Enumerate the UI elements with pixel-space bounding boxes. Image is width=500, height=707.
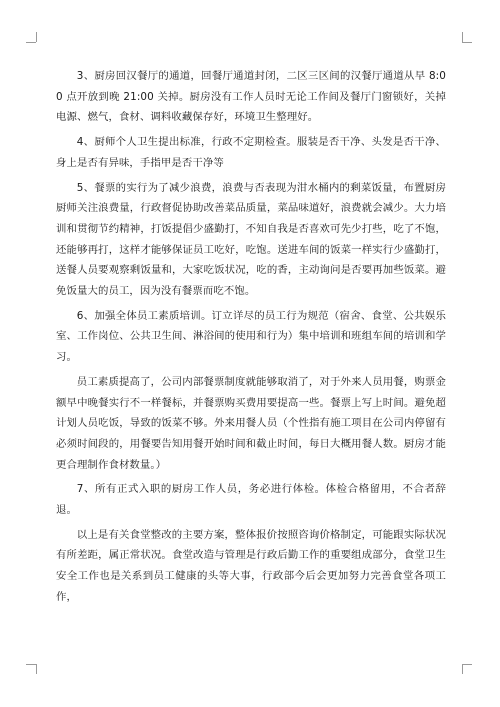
- crop-mark-top-right-v: [462, 32, 463, 42]
- paragraph-staff-quality: 员工素质提高了，公司内部餐票制度就能够取消了，对于外来人员用餐，购票金额早中晚餐实行不一样餐标，并餐票购买费用要提高一些。餐票上写上时间。避免超计划人员吃饭，导致的饭菜不够。外来用餐人员（个性指有施工项目在公司内停留有必须时间段的，用餐要告知用餐开始时间和截止时间，每日大概用餐人数。厨房才能更合理制作食材数量。）: [56, 375, 446, 471]
- crop-mark-top-right-h: [462, 42, 472, 43]
- crop-mark-bottom-right-h: [462, 664, 472, 665]
- paragraph-4-chef-hygiene: 4、厨师个人卫生提出标准，行政不定期检查。服装是否干净、头发是否干净、身上是否有异味，手指甲是否干净等: [56, 136, 446, 169]
- paragraph-7-health-check: 7、所有正式入职的厨房工作人员，务必进行体检。体检合格留用，不合者辞退。: [56, 483, 446, 517]
- crop-mark-top-left-h: [26, 42, 36, 43]
- crop-mark-bottom-right-v: [462, 664, 463, 674]
- crop-mark-top-left-v: [36, 32, 37, 42]
- crop-mark-bottom-left-v: [36, 664, 37, 674]
- paragraph-6-staff-training: 6、加强全体员工素质培训。订立详尽的员工行为规范（宿舍、食堂、公共娱乐室、工作岗位、公共卫生间、淋浴间的使用和行为）集中培训和班组车间的培训和学习。: [56, 309, 446, 364]
- paragraph-3-kitchen-passage: 3、厨房回汉餐厅的通道，回餐厅通道封闭，二区三区间的汉餐厅通道从早 8:00 点开放到晚 21:00 关掉。厨房没有工作人员时无论工作间及餐厅门窗锁好，关掉电源、燃气，食材、调料收藏保存好，环境卫生整理好。: [56, 70, 446, 124]
- paragraph-5-meal-tickets: 5、餐票的实行为了减少浪费，浪费与否表现为泔水桶内的剩菜饭量，布置厨房厨师关注浪费量，行政督促协助改善菜品质量，菜品味道好，浪费就会减少。大力培训和贯彻节约精神，打饭提倡少盛勤打，不知自我是否喜欢可先少打些，吃了不饱，还能够再打，这样才能够保证员工吃好，吃饱。送进车间的饭菜一样实行少盛勤打，送餐人员要观察剩饭量和，大家吃饭状况，吃的香，主动询问是否要再加些饭菜。避免饭量大的员工，因为没有餐票而吃不饱。: [56, 181, 446, 298]
- crop-mark-bottom-left-h: [26, 664, 36, 665]
- paragraph-summary: 以上是有关食堂整改的主要方案，整体报价按照咨询价格制定，可能跟实际状况有所差距，属正常状况。食堂改造与管理是行政后勤工作的重要组成部分，食堂卫生安全工作也是关系到员工健康的头等大事，行政部今后会更加努力完善食堂各项工作，: [56, 528, 446, 603]
- document-body: [56, 66, 446, 612]
